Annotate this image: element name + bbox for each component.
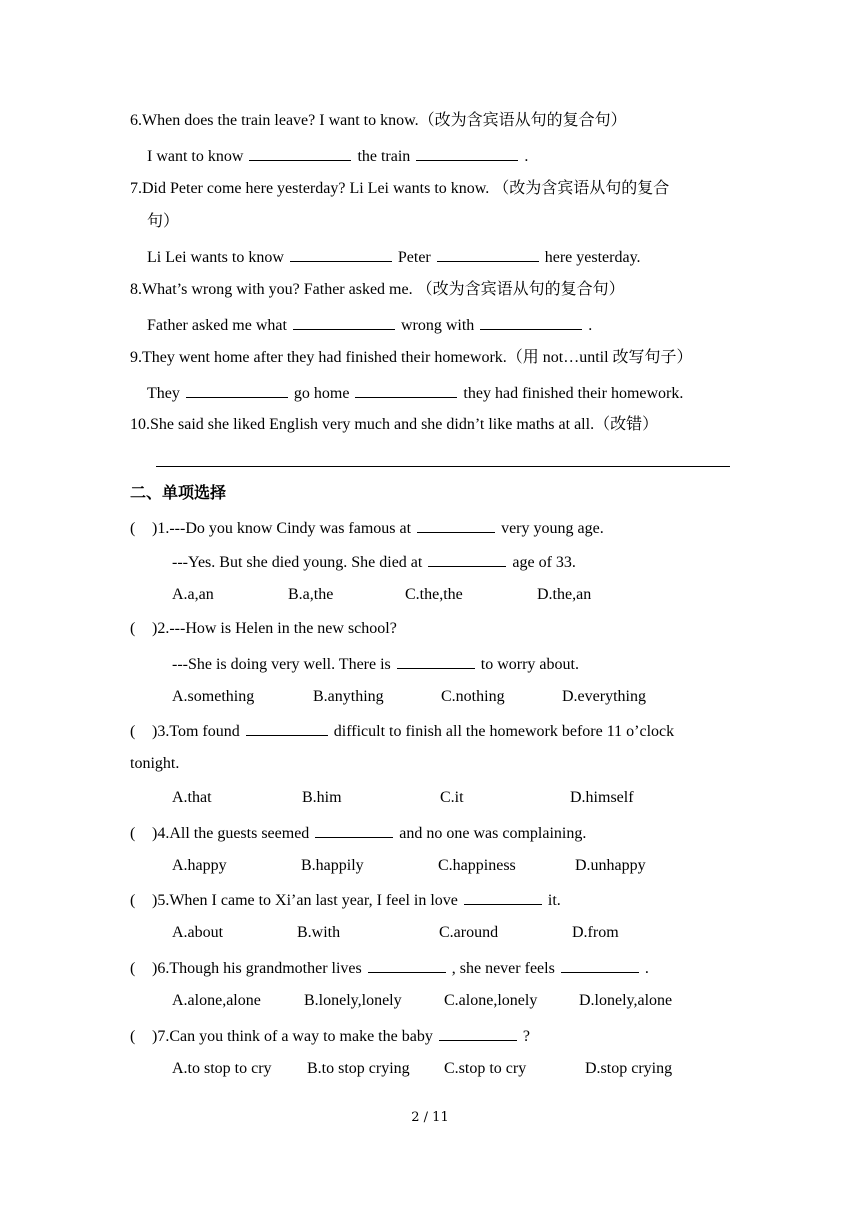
option-b: B.anything: [313, 688, 384, 705]
answer-blank[interactable]: [186, 382, 288, 398]
question-text: 6.When does the train leave? I want to know.（改为含宾语从句的复合句）: [130, 112, 627, 129]
question-text: )7.Can you think of a way to make the baby: [152, 1028, 433, 1045]
option-c: C.it: [440, 789, 464, 806]
answer-blank[interactable]: [315, 822, 393, 838]
answer-line-6: [147, 145, 528, 167]
answer-blank[interactable]: [290, 246, 392, 262]
option-a: A.to stop to cry: [172, 1060, 272, 1077]
question-text: 7.Did Peter come here yesterday? Li Lei wants to know. （改为含宾语从句的复合: [130, 180, 670, 197]
option-a: A.alone,alone: [172, 992, 261, 1009]
option-b: B.with: [297, 924, 341, 941]
question-text: ---Yes. But she died young. She died at: [172, 554, 423, 571]
answer-paren[interactable]: (: [130, 520, 136, 537]
answer-paren[interactable]: (: [130, 620, 136, 637]
answer-paren[interactable]: (: [130, 825, 136, 842]
mc-question-2: [130, 619, 397, 639]
option-a: A.happy: [172, 857, 227, 874]
question-text: ?: [522, 1028, 530, 1045]
option-b: B.happily: [301, 857, 364, 874]
question-text: 8.What’s wrong with you? Father asked me. （改为含宾语从句的复合句）: [130, 281, 625, 298]
question-9: [130, 348, 693, 368]
page-number: 2 / 11: [411, 1110, 449, 1125]
question-text: very young age.: [501, 520, 604, 537]
question-text: 10.She said she liked English very much and she didn’t like maths at all.（改错）: [130, 416, 659, 433]
option-a: A.a,an: [172, 586, 214, 603]
question-text: )4.All the guests seemed: [152, 825, 310, 842]
option-d: D.everything: [562, 688, 646, 705]
option-c: C.the,the: [405, 586, 463, 603]
section-heading: 二、单项选择: [130, 483, 227, 502]
question-text: , she never feels: [451, 960, 555, 977]
answer-paren[interactable]: (: [130, 892, 136, 909]
answer-text: the train: [357, 148, 411, 165]
mc-question-4: [130, 822, 586, 844]
answer-line-9: [147, 382, 683, 404]
question-text: it.: [547, 892, 561, 909]
mc-question-2-line2: [172, 653, 579, 675]
answer-text: Peter: [397, 249, 431, 266]
option-d: D.lonely,alone: [579, 992, 673, 1009]
answer-text: go home: [293, 385, 350, 402]
answer-blank[interactable]: [293, 314, 395, 330]
option-a: A.something: [172, 688, 255, 705]
answer-blank[interactable]: [464, 889, 542, 905]
answer-text: .: [524, 148, 529, 165]
option-d: D.from: [572, 924, 619, 941]
answer-text: wrong with: [400, 317, 475, 334]
question-text: and no one was complaining.: [399, 825, 587, 842]
answer-text: Li Lei wants to know: [147, 249, 284, 266]
question-text: to worry about.: [480, 656, 579, 673]
question-text: 句）: [147, 213, 180, 230]
option-b: B.him: [302, 789, 342, 806]
question-7-cont: [147, 212, 179, 232]
question-text: )2.---How is Helen in the new school?: [152, 620, 397, 637]
answer-text: They: [147, 385, 180, 402]
question-text: )3.Tom found: [152, 723, 240, 740]
answer-blank[interactable]: [368, 957, 446, 973]
option-c: C.nothing: [441, 688, 505, 705]
question-6: [130, 111, 627, 131]
mc-question-6: [130, 957, 649, 979]
option-d: D.himself: [570, 789, 634, 806]
answer-rule-10[interactable]: [156, 466, 730, 467]
answer-paren[interactable]: (: [130, 960, 136, 977]
option-d: D.the,an: [537, 586, 592, 603]
answer-text: here yesterday.: [544, 249, 641, 266]
option-b: B.lonely,lonely: [304, 992, 402, 1009]
question-text: )6.Though his grandmother lives: [152, 960, 362, 977]
question-text: tonight.: [130, 755, 180, 772]
answer-blank[interactable]: [416, 145, 518, 161]
answer-blank[interactable]: [439, 1025, 517, 1041]
question-text: .: [644, 960, 649, 977]
answer-text: I want to know: [147, 148, 244, 165]
question-text: age of 33.: [512, 554, 576, 571]
answer-blank[interactable]: [561, 957, 639, 973]
option-a: A.about: [172, 924, 224, 941]
option-d: D.unhappy: [575, 857, 646, 874]
answer-paren[interactable]: (: [130, 1028, 136, 1045]
answer-blank[interactable]: [428, 551, 506, 567]
option-c: C.around: [439, 924, 499, 941]
answer-blank[interactable]: [397, 653, 475, 669]
question-text: 9.They went home after they had finished their homework.（用 not…until 改写句子）: [130, 349, 693, 366]
option-b: B.a,the: [288, 586, 334, 603]
mc-question-7: [130, 1025, 530, 1047]
mc-question-3: [130, 720, 730, 742]
question-text: ---She is doing very well. There is: [172, 656, 391, 673]
question-8: [130, 280, 625, 300]
question-text: difficult to finish all the homework before 11 o’clock: [333, 723, 675, 740]
option-c: C.alone,lonely: [444, 992, 538, 1009]
answer-blank[interactable]: [417, 517, 495, 533]
question-10: [130, 415, 658, 435]
option-c: C.stop to cry: [444, 1060, 527, 1077]
question-text: )5.When I came to Xi’an last year, I feel in love: [152, 892, 458, 909]
question-7: [130, 179, 669, 199]
mc-question-3-cont: [130, 754, 179, 774]
answer-blank[interactable]: [480, 314, 582, 330]
answer-line-8: [147, 314, 592, 336]
mc-question-5: [130, 889, 561, 911]
answer-blank[interactable]: [437, 246, 539, 262]
mc-question-1: [130, 517, 604, 539]
answer-text: .: [588, 317, 593, 334]
answer-blank[interactable]: [246, 720, 328, 736]
option-a: A.that: [172, 789, 212, 806]
answer-line-7: [147, 246, 641, 268]
option-b: B.to stop crying: [307, 1060, 410, 1077]
answer-blank[interactable]: [249, 145, 351, 161]
option-d: D.stop crying: [585, 1060, 673, 1077]
mc-question-1-line2: [172, 551, 576, 573]
answer-blank[interactable]: [355, 382, 457, 398]
answer-text: Father asked me what: [147, 317, 287, 334]
question-text: )1.---Do you know Cindy was famous at: [152, 520, 412, 537]
answer-text: they had finished their homework.: [463, 385, 684, 402]
option-c: C.happiness: [438, 857, 516, 874]
answer-paren[interactable]: (: [130, 723, 136, 740]
